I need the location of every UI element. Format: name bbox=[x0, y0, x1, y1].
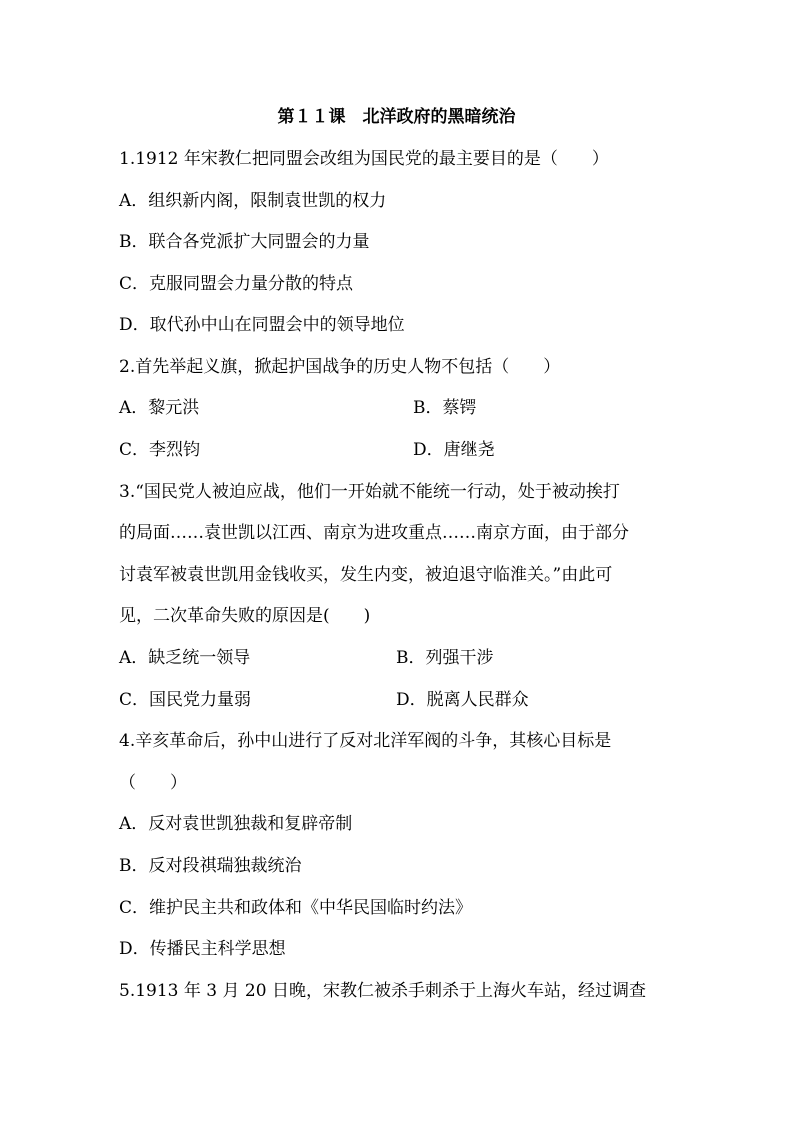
question-3-option-b: B．列强干涉 bbox=[396, 648, 494, 668]
question-1-option-d: D．取代孙中山在同盟会中的领导地位 bbox=[119, 315, 405, 335]
question-1-option-a: A．组织新内阁，限制袁世凯的权力 bbox=[119, 191, 387, 211]
question-1-option-c: C．克服同盟会力量分散的特点 bbox=[119, 274, 354, 294]
question-4-option-b: B．反对段祺瑞独裁统治 bbox=[119, 856, 302, 876]
question-1-option-b: B．联合各党派扩大同盟会的力量 bbox=[119, 232, 370, 252]
question-3-stem-line-4: 见，二次革命失败的原因是( ) bbox=[119, 606, 371, 626]
question-3-option-c: C．国民党力量弱 bbox=[119, 690, 252, 710]
question-4-option-a: A．反对袁世凯独裁和复辟帝制 bbox=[119, 814, 353, 834]
question-3-stem-line-1: 3.“国民党人被迫应战，他们一开始就不能统一行动，处于被动挨打 bbox=[119, 482, 620, 502]
question-2-option-c: C．李烈钧 bbox=[119, 440, 201, 460]
question-4-option-c: C．维护民主共和政体和《中华民国临时约法》 bbox=[119, 898, 473, 918]
question-3-option-d: D．脱离人民群众 bbox=[396, 690, 529, 710]
question-2-stem: 2.首先举起义旗，掀起护国战争的历史人物不包括（ ） bbox=[119, 357, 561, 377]
page-title: 第１１课 北洋政府的黑暗统治 bbox=[277, 107, 516, 127]
question-5-stem-line-1: 5.1913 年 3 月 20 日晚，宋教仁被杀手刺杀于上海火车站，经过调查 bbox=[119, 981, 646, 1001]
question-4-stem-line-2: （ ） bbox=[119, 773, 187, 793]
question-3-option-a: A．缺乏统一领导 bbox=[119, 648, 251, 668]
question-4-stem-line-1: 4.辛亥革命后，孙中山进行了反对北洋军阀的斗争，其核心目标是 bbox=[119, 731, 612, 751]
question-2-option-d: D．唐继尧 bbox=[413, 440, 495, 460]
question-2-option-b: B．蔡锷 bbox=[413, 398, 477, 418]
question-4-option-d: D．传播民主科学思想 bbox=[119, 939, 286, 959]
question-3-stem-line-2: 的局面……袁世凯以江西、南京为进攻重点……南京方面，由于部分 bbox=[119, 523, 629, 543]
question-3-stem-line-3: 讨袁军被袁世凯用金钱收买，发生内变，被迫退守临淮关。”由此可 bbox=[119, 565, 613, 585]
question-2-option-a: A．黎元洪 bbox=[119, 398, 200, 418]
question-1-stem: 1.1912 年宋教仁把同盟会改组为国民党的最主要目的是（ ） bbox=[119, 149, 609, 169]
